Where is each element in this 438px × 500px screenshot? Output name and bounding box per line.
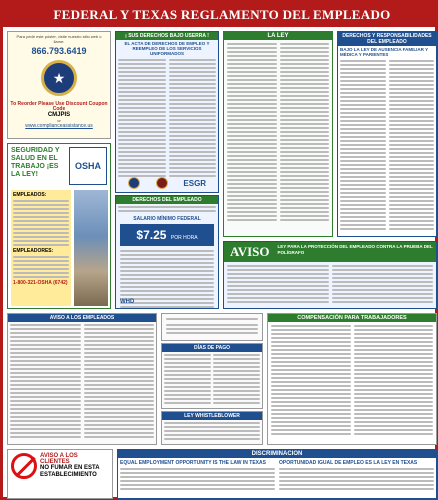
osha-title: SEGURIDAD Y SALUD EN EL TRABAJO ¡ES LA LEY! <box>11 147 60 178</box>
min-wage-panel <box>115 195 219 309</box>
la-ley-panel <box>223 31 333 237</box>
no-smoking-text: NO FUMAR EN ESTA ESTABLECIMIENTO <box>40 465 100 478</box>
aviso-empleados-panel <box>7 313 157 445</box>
whd-logo: WHD <box>120 299 135 305</box>
osha-body <box>11 190 71 306</box>
whistleblower-title: LEY WHISTLEBLOWER <box>162 412 262 420</box>
osha-panel <box>7 143 111 309</box>
userra-subtitle: EL ACTA DE DERECHOS DE EMPLEO Y REEMPLEO DE LOS SERVICIOS UNIFORMADOS <box>124 41 210 56</box>
eeo-right-title: OPORTUNIDAD IGUAL DE EMPLEO ES LA LEY EN TEXAS <box>279 460 418 466</box>
min-wage-subtitle: SALARIO MÍNIMO FEDERAL <box>133 216 201 222</box>
esgr-logo: ESGR <box>183 178 207 188</box>
eeo-left-title: EQUAL EMPLOYMENT OPPORTUNITY IS THE LAW IN TEXAS <box>120 460 266 466</box>
osha-photo <box>74 190 108 306</box>
compensacion-panel <box>267 313 437 445</box>
compensacion-title: COMPENSACIÓN PARA TRABAJADORES <box>268 314 436 322</box>
aviso-polygraph-panel <box>223 241 437 309</box>
poster-title: FEDERAL Y TEXAS REGLAMENTO DEL EMPLEADO <box>53 7 391 22</box>
aviso-title: AVISO <box>224 242 276 262</box>
min-wage-unit: POR HORA <box>170 235 198 241</box>
no-smoking-panel <box>7 449 113 499</box>
discriminacion-title: DISCRIMINACIÓN <box>118 450 436 458</box>
dias-de-pago-title: DÍAS DE PAGO <box>162 344 262 352</box>
la-ley-title: LA LEY <box>224 32 332 40</box>
order-phone[interactable]: 866.793.6419 <box>31 46 87 56</box>
userra-panel <box>115 31 219 193</box>
seal-icon: ★ <box>41 60 77 96</box>
reorder-text: To Reorder Please Use Discount Coupon Code <box>10 101 108 112</box>
osha-logo: OSHA <box>69 147 107 185</box>
min-wage-title: DERECHOS DEL EMPLEADO <box>116 196 218 204</box>
min-wage-amount: $7.25 <box>136 228 167 242</box>
pay-info-panel <box>161 313 263 341</box>
userra-title: ¡ SUS DERECHOS BAJO USERRA ! <box>116 32 218 40</box>
no-smoking-icon <box>11 453 37 479</box>
order-url[interactable]: www.complianceassistance.us <box>25 123 93 129</box>
seal-icon <box>128 177 140 189</box>
osha-employers-heading: EMPLEADORES: <box>13 248 54 254</box>
fmla-panel <box>337 31 437 237</box>
discriminacion-panel <box>117 449 437 499</box>
seal-icon <box>156 177 168 189</box>
osha-employees-heading: EMPLEADOS: <box>13 192 47 198</box>
aviso-empleados-title: AVISO A LOS EMPLEADOS <box>8 314 156 322</box>
fmla-subtitle: BAJO LA LEY DE AUSENCIA FAMILIAR Y MÉDICA Y PARIENTES <box>340 47 429 57</box>
or-text: or <box>57 118 61 123</box>
poster-banner <box>3 3 438 27</box>
whistleblower-panel <box>161 411 263 445</box>
aviso-heading: LEY PARA LA PROTECCIÓN DEL EMPLEADO CONTRA LA PRUEBA DEL POLÍGRAFO <box>276 242 436 262</box>
order-panel <box>7 31 111 139</box>
dias-de-pago-panel <box>161 343 263 409</box>
no-smoking-heading: AVISO A LOS CLIENTES <box>40 453 78 465</box>
fmla-title: DERECHOS Y RESPONSABILIDADES DEL EMPLEADO <box>338 32 436 46</box>
osha-phone[interactable]: 1-800-321-OSHA (6742) <box>13 280 68 286</box>
order-text: Para pedir este póster, visite nuestro sitio web o llame: <box>16 34 102 44</box>
coupon-code: CMJPIS <box>47 112 71 118</box>
